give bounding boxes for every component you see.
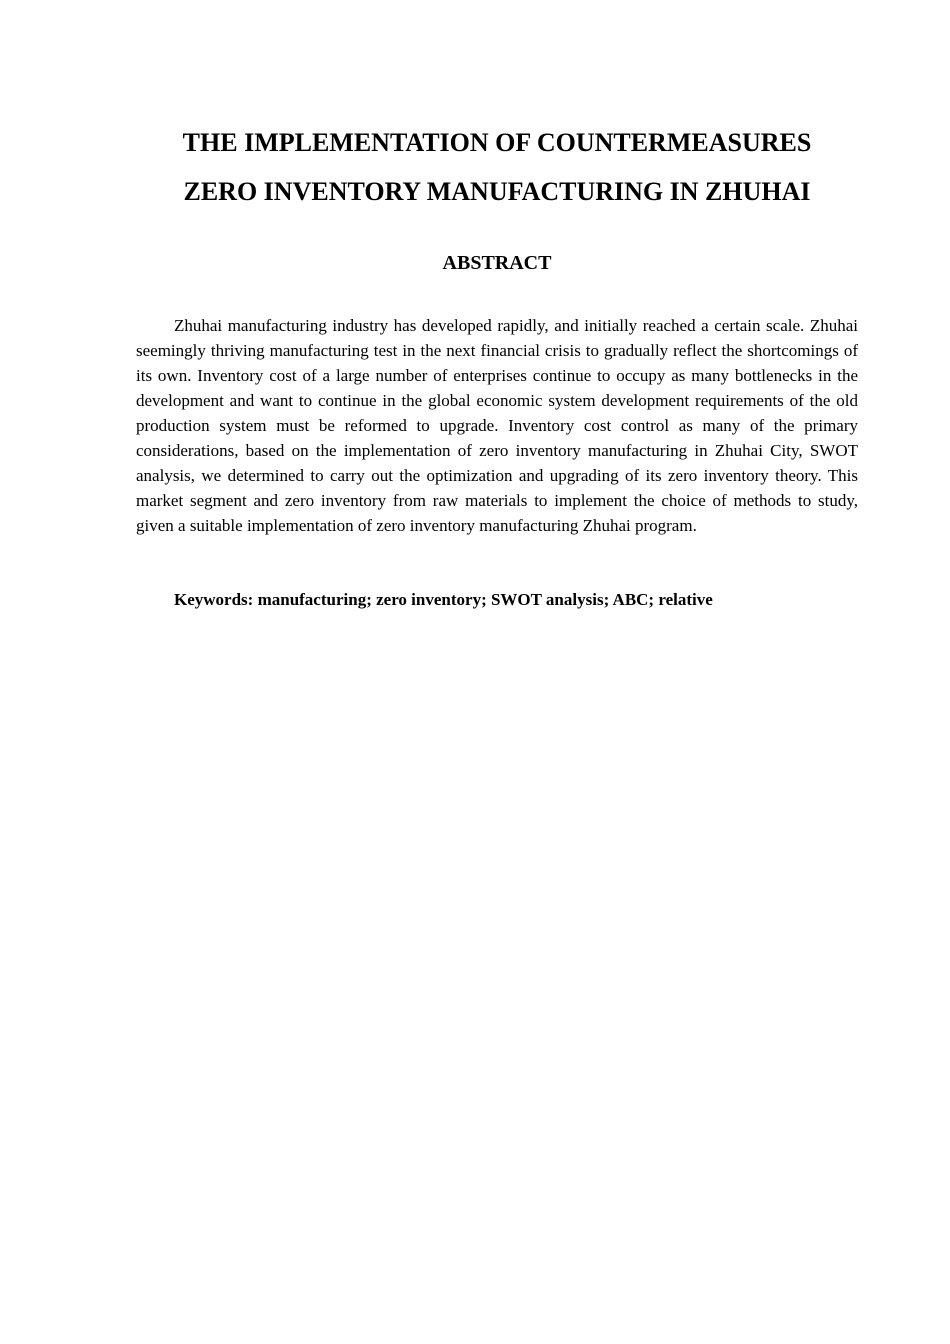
title-line-1: THE IMPLEMENTATION OF COUNTERMEASURES bbox=[182, 128, 812, 157]
keywords-line: Keywords: manufacturing; zero inventory; SWOT analysis; ABC; relative bbox=[174, 590, 713, 609]
abstract-paragraph: Zhuhai manufacturing industry has developed rapidly, and initially reached a certain scale. Zhuhai seemingly thriving manufacturing test in the next financial crisis to gradually reflect the shortcomings of its own. Inventory cost of a large number of enterprises continue to occupy as many bottlenecks in the development and want to continue in the global economic system development requirements of the old production system must be reformed to upgrade. Inventory cost control as many of the primary considerations, based on the implementation of zero inventory manufacturing in Zhuhai City, SWOT analysis, we determined to carry out the optimization and upgrading of its zero inventory theory. This market segment and zero inventory from raw materials to implement the choice of methods to study, given a suitable implementation of zero inventory manufacturing Zhuhai program. bbox=[136, 316, 858, 535]
title-line-2: ZERO INVENTORY MANUFACTURING IN ZHUHAI bbox=[183, 177, 811, 206]
abstract-heading: ABSTRACT bbox=[442, 252, 552, 274]
document-title bbox=[136, 118, 858, 216]
